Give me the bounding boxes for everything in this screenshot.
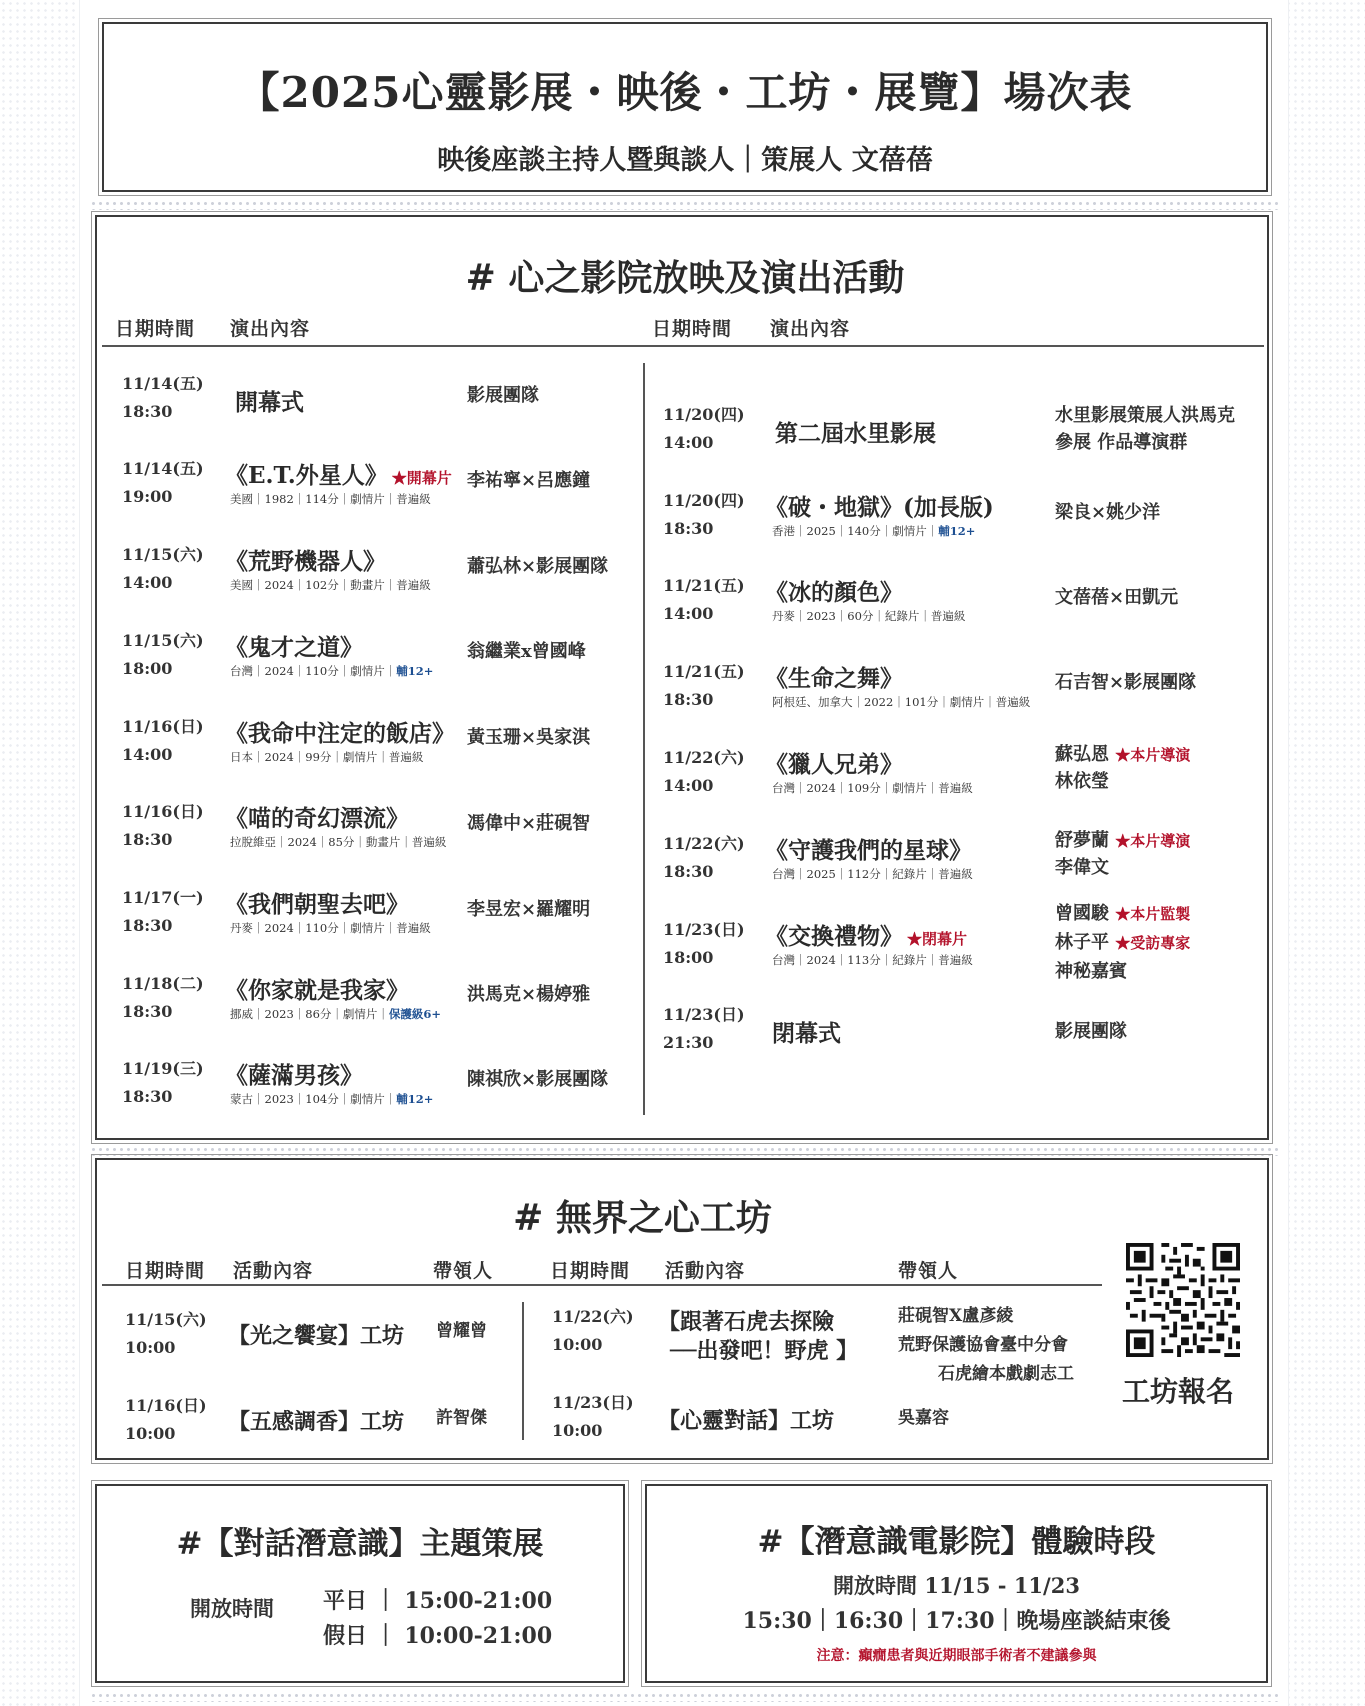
screening-guest: 石吉智×影展團隊 [1055, 672, 1197, 693]
screening-meta: 台灣｜2025｜112分｜紀錄片｜普遍級 [772, 867, 973, 881]
screening-time: 18:30 [122, 916, 173, 935]
exhibition-hours-label: 開放時間 [190, 1596, 274, 1621]
rating-badge: 輔12+ [396, 1092, 434, 1106]
screening-guest: 參展 作品導演群 [1055, 432, 1188, 453]
screening-guest: 李偉文 [1055, 857, 1109, 878]
guest-name: 舒夢蘭 [1055, 830, 1109, 851]
workshop-day: 11/16(日) [125, 1396, 207, 1415]
screening-meta: 丹麥｜2024｜110分｜劇情片｜普遍級 [230, 921, 431, 935]
cinema-column-divider [643, 363, 645, 1115]
cinema-title: # 心之影院放映及演出活動 [465, 257, 905, 299]
screening-guest: 神秘嘉賓 [1055, 961, 1127, 982]
screening-title: 《生命之舞》 [765, 665, 903, 692]
workshop-col-content-left: 活動內容 [233, 1260, 314, 1282]
screening-day: 11/19(三) [122, 1059, 204, 1078]
right-dot-pattern [1285, 0, 1365, 1706]
screening-day: 11/22(六) [663, 748, 745, 767]
exhibition-holiday-hours: 假日 ｜ 10:00-21:00 [323, 1623, 553, 1649]
experience-title: #【潛意識電影院】體驗時段 [757, 1524, 1156, 1560]
workshop-time: 10:00 [552, 1335, 603, 1354]
screening-guest [1055, 741, 1190, 769]
left-dot-pattern [0, 0, 80, 1706]
workshop-name: 【跟著石虎去探險 [658, 1309, 835, 1335]
dot-divider [90, 1692, 1280, 1702]
screening-day: 11/15(六) [122, 631, 204, 650]
screening-time: 14:00 [122, 745, 173, 764]
screening-day: 11/14(五) [122, 374, 204, 393]
screening-guest: 林依瑩 [1055, 771, 1109, 792]
screening-guest: 影展團隊 [1055, 1021, 1127, 1042]
cinema-header-rule [102, 345, 1264, 347]
cinema-col-content-left: 演出內容 [230, 318, 311, 340]
opening-film-badge: ★開幕片 [391, 469, 452, 487]
screening-title: 《冰的顏色》 [765, 579, 903, 606]
screening-guest: 李昱宏×羅耀明 [467, 899, 591, 920]
screening-time: 21:30 [663, 1033, 714, 1052]
screening-time: 18:00 [122, 659, 173, 678]
screening-meta: 丹麥｜2023｜60分｜紀錄片｜普遍級 [772, 609, 966, 623]
experience-period: 開放時間 11/15 - 11/23 [833, 1573, 1080, 1598]
screening-title: 《我命中注定的飯店》 [225, 720, 455, 747]
screening-meta [772, 523, 975, 539]
workshop-leader: 曾耀曾 [436, 1321, 487, 1341]
rating-badge: 輔12+ [396, 664, 434, 678]
screening-day: 11/18(二) [122, 974, 204, 993]
screening-day: 11/20(四) [663, 405, 745, 424]
screening-meta: 美國｜2024｜102分｜動畫片｜普遍級 [230, 578, 431, 592]
dot-divider [90, 200, 1280, 210]
screening-title: 《破・地獄》(加長版) [765, 494, 994, 521]
workshop-name-line2: ──出發吧！野虎 】 [670, 1338, 859, 1364]
screening-day: 11/21(五) [663, 576, 745, 595]
closing-film-badge: ★閉幕片 [907, 930, 968, 948]
workshop-leader: 許智傑 [436, 1408, 487, 1428]
screening-title: 《你家就是我家》 [225, 977, 409, 1004]
screening-guest: 馮偉中×莊硯智 [467, 813, 591, 834]
workshop-day: 11/23(日) [552, 1393, 634, 1412]
screening-title: 《獵人兄弟》 [765, 751, 903, 778]
screening-title: 《守護我們的星球》 [765, 837, 972, 864]
screening-guest: 陳祺欣×影展團隊 [467, 1069, 609, 1090]
screening-title [225, 457, 452, 490]
screening-day: 11/23(日) [663, 920, 745, 939]
workshop-leader: 石虎繪本戲劇志工 [938, 1364, 1074, 1384]
workshop-day: 11/22(六) [552, 1307, 634, 1326]
screening-title: 《荒野機器人》 [225, 548, 386, 575]
screening-time: 18:30 [122, 1002, 173, 1021]
screening-time: 18:30 [122, 402, 173, 421]
workshop-col-date-right: 日期時間 [550, 1260, 631, 1282]
qr-code-icon[interactable] [1126, 1243, 1240, 1357]
screening-day: 11/16(日) [122, 802, 204, 821]
screening-meta: 台灣｜2024｜109分｜劇情片｜普遍級 [772, 781, 973, 795]
screening-guest: 黃玉珊×吳家淇 [467, 727, 591, 748]
screening-guest: 水里影展策展人洪馬克 [1055, 405, 1235, 426]
cinema-col-content-right: 演出內容 [770, 318, 851, 340]
workshop-time: 10:00 [552, 1421, 603, 1440]
screening-time: 14:00 [122, 573, 173, 592]
screening-time: 18:30 [663, 862, 714, 881]
screening-day: 11/17(一) [122, 888, 204, 907]
screening-day: 11/15(六) [122, 545, 204, 564]
exhibition-title: #【對話潛意識】主題策展 [176, 1526, 544, 1562]
workshop-leader: 吳嘉容 [898, 1408, 949, 1428]
workshop-name: 【心靈對話】工坊 [658, 1408, 835, 1434]
screening-time: 14:00 [663, 433, 714, 452]
meta-text: 蒙古｜2023｜104分｜劇情片｜ [230, 1092, 397, 1106]
guest-name: 林子平 [1055, 932, 1109, 953]
screening-time: 19:00 [122, 487, 173, 506]
workshop-time: 10:00 [125, 1424, 176, 1443]
cinema-col-date-right: 日期時間 [652, 318, 733, 340]
screening-time: 18:30 [663, 519, 714, 538]
screening-time: 18:30 [122, 1087, 173, 1106]
screening-title: 《喵的奇幻漂流》 [225, 805, 409, 832]
meta-text: 台灣｜2024｜110分｜劇情片｜ [230, 664, 397, 678]
screening-day: 11/14(五) [122, 459, 204, 478]
screening-meta: 台灣｜2024｜113分｜紀錄片｜普遍級 [772, 953, 973, 967]
exhibition-weekday-hours: 平日 ｜ 15:00-21:00 [323, 1588, 553, 1614]
screening-time: 14:00 [663, 604, 714, 623]
screening-time: 18:30 [122, 830, 173, 849]
screening-meta [230, 1091, 433, 1107]
director-badge: ★本片導演 [1115, 746, 1191, 764]
workshop-leader: 荒野保護協會臺中分會 [898, 1335, 1068, 1355]
screening-guest [1055, 929, 1190, 957]
screening-title: 《鬼才之道》 [225, 634, 363, 661]
screening-day: 11/16(日) [122, 717, 204, 736]
screening-title [765, 918, 967, 951]
experience-slots: 15:30｜16:30｜17:30｜晚場座談結束後 [742, 1608, 1171, 1634]
screening-guest: 文蓓蓓×田凱元 [1055, 587, 1179, 608]
workshop-signup-label[interactable]: 工坊報名 [1122, 1375, 1235, 1408]
screening-day: 11/22(六) [663, 834, 745, 853]
screening-time: 14:00 [663, 776, 714, 795]
screening-guest [1055, 900, 1190, 928]
workshop-name: 【光之饗宴】工坊 [228, 1323, 405, 1349]
workshop-name: 【五感調香】工坊 [228, 1409, 405, 1435]
rating-badge: 保護級6+ [388, 1007, 442, 1021]
screening-meta: 日本｜2024｜99分｜劇情片｜普遍級 [230, 750, 424, 764]
workshop-day: 11/15(六) [125, 1310, 207, 1329]
screening-time: 18:30 [663, 690, 714, 709]
screening-title: 閉幕式 [772, 1020, 841, 1047]
screening-guest: 梁良×姚少洋 [1055, 502, 1161, 523]
screening-guest: 翁繼業x曾國峰 [467, 641, 586, 662]
screening-guest: 蕭弘林×影展團隊 [467, 556, 609, 577]
dot-divider [90, 1146, 1280, 1156]
film-title: 《E.T.外星人》 [225, 462, 388, 489]
workshop-col-leader-right: 帶領人 [898, 1260, 959, 1282]
page-title: 【2025心靈影展・映後・工坊・展覽】場次表 [237, 68, 1133, 117]
cinema-col-date-left: 日期時間 [115, 318, 196, 340]
screening-day: 11/21(五) [663, 662, 745, 681]
workshop-title: # 無界之心工坊 [513, 1197, 772, 1239]
workshop-col-leader-left: 帶領人 [433, 1260, 494, 1282]
screening-title: 開幕式 [235, 389, 304, 416]
workshop-time: 10:00 [125, 1338, 176, 1357]
workshop-col-content-right: 活動內容 [665, 1260, 746, 1282]
workshop-header-rule [102, 1284, 1102, 1286]
workshop-leader: 莊硯智X盧彥綾 [898, 1306, 1014, 1326]
screening-meta: 美國｜1982｜114分｜劇情片｜普遍級 [230, 492, 431, 506]
page-subtitle: 映後座談主持人暨與談人｜策展人 文蓓蓓 [437, 145, 933, 176]
screening-title: 第二屆水里影展 [775, 420, 936, 447]
meta-text: 挪威｜2023｜86分｜劇情片｜ [230, 1007, 389, 1021]
workshop-column-divider [522, 1302, 524, 1440]
experience-notice: 注意：癲癇患者與近期眼部手術者不建議參與 [816, 1648, 1097, 1664]
director-badge: ★本片導演 [1115, 832, 1191, 850]
screening-meta: 阿根廷、加拿大｜2022｜101分｜劇情片｜普遍級 [772, 695, 1031, 709]
meta-text: 香港｜2025｜140分｜劇情片｜ [772, 524, 939, 538]
film-title: 《交換禮物》 [765, 923, 903, 950]
screening-title: 《薩滿男孩》 [225, 1062, 363, 1089]
schedule-page [80, 0, 1288, 1706]
screening-day: 11/20(四) [663, 491, 745, 510]
expert-badge: ★受訪專家 [1115, 934, 1191, 952]
screening-day: 11/23(日) [663, 1005, 745, 1024]
guest-name: 曾國駿 [1055, 903, 1109, 924]
screening-guest [1055, 827, 1190, 855]
screening-guest: 影展團隊 [467, 385, 539, 406]
screening-title: 《我們朝聖去吧》 [225, 891, 409, 918]
screening-meta: 拉脫維亞｜2024｜85分｜動畫片｜普遍級 [230, 835, 447, 849]
rating-badge: 輔12+ [938, 524, 976, 538]
guest-name: 蘇弘恩 [1055, 744, 1109, 765]
screening-meta [230, 663, 433, 679]
screening-guest: 洪馬克×楊婷雅 [467, 984, 591, 1005]
screening-meta [230, 1006, 441, 1022]
workshop-col-date-left: 日期時間 [125, 1260, 206, 1282]
producer-badge: ★本片監製 [1115, 905, 1191, 923]
screening-time: 18:00 [663, 948, 714, 967]
screening-guest: 李祐寧×呂應鐘 [467, 470, 591, 491]
